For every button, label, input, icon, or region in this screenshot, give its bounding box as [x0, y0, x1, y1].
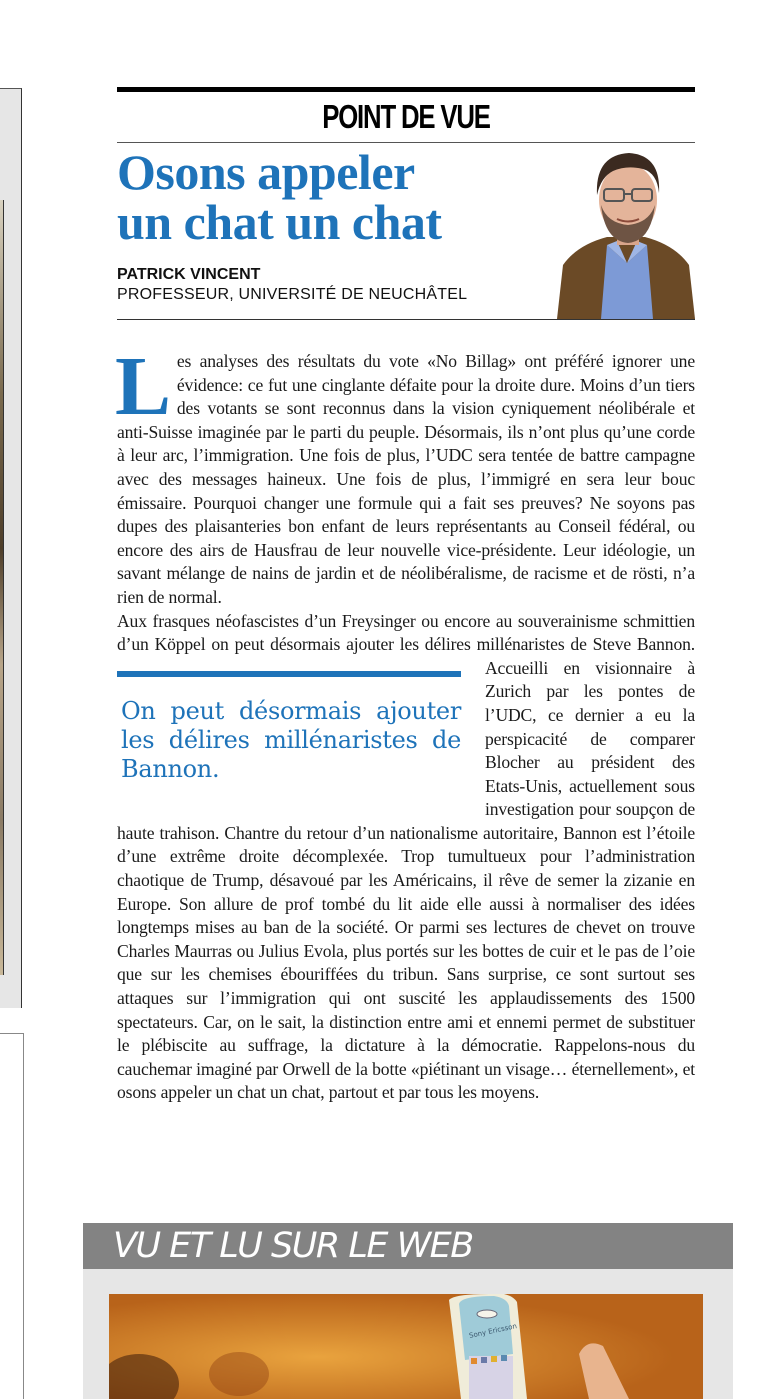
paragraph-1-text: es analyses des résultats du vote «No Billag» ont préféré ignorer une évidence: ce fut une cinglante défaite pour la droite dure. Moins d’un tiers des votants se sont reconnus dans la vision cyniquement néolibérale et anti-Suisse imaginée par le parti du peuple. Désormais, ils n’ont plus qu’une corde à leur arc, l’immigration. Une fois de plus, l’UDC sera tentée de battre campagne avec des messages haineux. Une fois de plus, l’immigré en sera leur bouc émissaire. Pourquoi changer une formule qui a fait ses preuves? Ne soyons pas dupes des plaisanteries bon enfant de leurs représentants au Conseil fédéral, ou encore des airs de Hausfrau de leur nouvelle vice-présidente. Leur idéologie, un savant mélange de nains de jardin et de néolibéralisme, de racisme et de rösti, n’a rien de normal. — [117, 351, 695, 607]
drop-cap: L — [115, 340, 171, 433]
pull-quote: On peut désormais ajouter les délires millénaristes de Bannon. — [121, 696, 461, 783]
headline-line-2: un chat un chat — [117, 194, 442, 250]
author-portrait — [557, 145, 695, 319]
adjacent-column-box — [0, 1033, 24, 1399]
paragraph-2 — [117, 610, 695, 1105]
pull-quote-box — [117, 661, 461, 821]
author-name: PATRICK VINCENT — [117, 266, 261, 283]
paragraph-2-text: Accueilli en visionnaire à Zurich par les pontes de l’UDC, ce dernier a eu la perspicacité de comparer Blocher au président des Etats-Unis, actuellement sous investigation pour soupçon de haute trahison. Chantre du retour d’un nationalisme autoritaire, Bannon est l’étoile d’une extrême droite décomplexée. Trop tumultueux pour l’administration chaotique de Trump, désavoué par les Américains, il rêve de semer la zizanie en Europe. Son allure de prof tombé du lit aide elle aussi à normaliser des idées longtemps mises au ban de la société. Or parmi ses lectures de chevet on trouve Charles Maurras ou Julius Evola, plus portés sur les bottes de cuir et le pas de l’oie que sur les chemises ébouriffées du tribun. Sans surprise, ce sont surtout ses attaques sur l’immigration qui ont suscité les applaudissements des 1500 spectateurs. Car, on le sait, la distinction entre ami et ennemi permet de substituer le plébiscite au suffrage, la dictature à la démocratie. Rappelons-nous du cauchemar imaginé par Orwell de la botte «piétinant un visage… éternellement», et osons appeler un chat un chat, partout et par tous les moyens. — [117, 657, 695, 1103]
pull-quote-rule — [117, 671, 461, 677]
opinion-article — [117, 87, 695, 1105]
web-section — [83, 1223, 733, 1399]
article-body — [115, 340, 695, 1105]
section-kicker: POINT DE VUE — [322, 98, 490, 135]
web-section-photo — [109, 1294, 703, 1399]
web-section-banner: VU ET LU SUR LE WEB — [83, 1223, 733, 1269]
article-headline — [117, 144, 537, 250]
author-role: PROFESSEUR, UNIVERSITÉ DE NEUCHÂTEL — [117, 286, 468, 303]
headline-line-1: Osons appeler — [117, 144, 415, 200]
header-bottom-rule — [117, 319, 695, 320]
author-portrait-image — [557, 145, 695, 319]
article-header — [117, 143, 695, 319]
phone-photo-image — [109, 1294, 703, 1399]
adjacent-photo-edge — [0, 200, 4, 975]
paragraph-2-intro: Aux frasques néofascistes d’un Freysinger ou encore au souverainisme schmittien d’un Köppel on peut désormais ajouter les délires millénaristes de Steve Bannon. — [117, 610, 695, 655]
paragraph-1 — [115, 340, 695, 610]
phone-brand-text: Sony Ericsson — [468, 1322, 518, 1340]
